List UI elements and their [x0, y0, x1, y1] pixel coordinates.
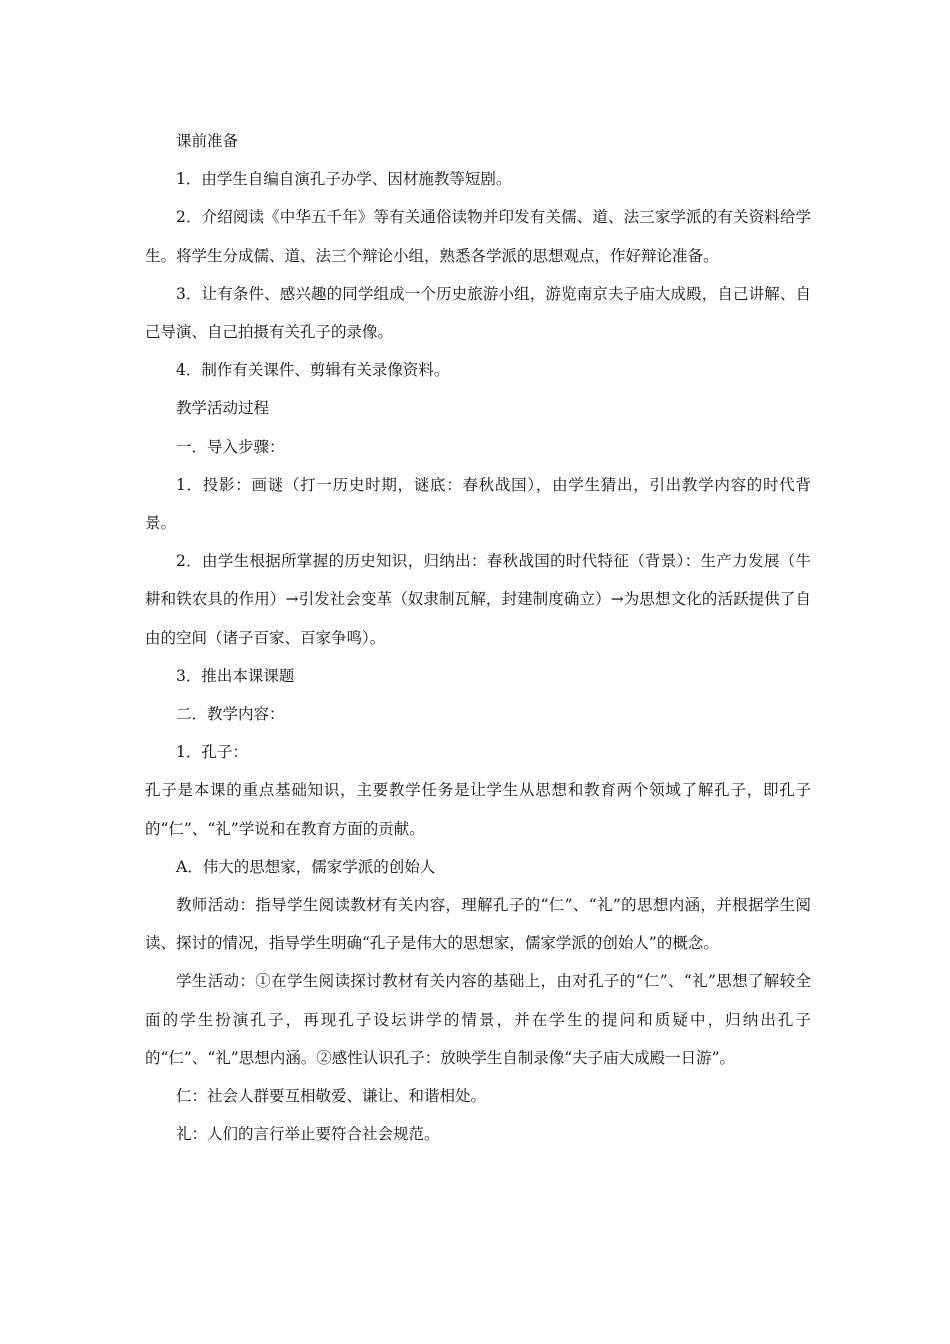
document-body	[145, 122, 811, 1153]
paragraph: 礼：人们的言行举止要符合社会规范。	[176, 1125, 440, 1144]
subsection-heading: 一．导入步骤：	[176, 437, 285, 456]
paragraph: 教师活动：指导学生阅读教材有关内容，理解孔子的“仁”、“礼”的思想内涵，并根据学生阅读、探讨的情况，指导学生明确“孔子是伟大的思想家，儒家学派的创始人”的概念。	[145, 896, 811, 953]
paragraph: 3．推出本课课题	[176, 666, 295, 685]
paragraph: 4．制作有关课件、剪辑有关录像资料。	[176, 361, 450, 380]
section-heading-process: 教学活动过程	[176, 399, 270, 418]
paragraph: 1．由学生自编自演孔子办学、因材施教等短剧。	[176, 170, 512, 189]
paragraph: A．伟大的思想家，儒家学派的创始人	[176, 857, 436, 876]
paragraph: 1．孔子：	[176, 743, 248, 762]
paragraph: 学生活动：①在学生阅读探讨教材有关内容的基础上，由对孔子的“仁”、“礼”思想了解较全面的学生扮演孔子，再现孔子设坛讲学的情景，并在学生的提问和质疑中，归纳出孔子的“仁”、“礼”思想内涵。②感性认识孔子：放映学生自制录像“夫子庙大成殿一日游”。	[145, 972, 811, 1067]
paragraph: 孔子是本课的重点基础知识，主要教学任务是让学生从思想和教育两个领域了解孔子，即孔子的“仁”、“礼”学说和在教育方面的贡献。	[145, 781, 811, 838]
paragraph: 1．投影：画谜（打一历史时期，谜底：春秋战国），由学生猜出，引出教学内容的时代背景。	[145, 475, 811, 533]
paragraph: 2．由学生根据所掌握的历史知识，归纳出：春秋战国的时代特征（背景）：生产力发展（牛耕和铁农具的作用）→引发社会变革（奴隶制瓦解，封建制度确立）→为思想文化的活跃提供了自由的空间（诸子百家、百家争鸣）。	[145, 552, 811, 647]
paragraph: 仁：社会人群要互相敬爱、谦让、和谐相处。	[176, 1087, 487, 1106]
paragraph: 3．让有条件、感兴趣的同学组成一个历史旅游小组，游览南京夫子庙大成殿，自己讲解、自己导演、自己拍摄有关孔子的录像。	[145, 284, 811, 342]
paragraph: 2．介绍阅读《中华五千年》等有关通俗读物并印发有关儒、道、法三家学派的有关资料给学生。将学生分成儒、道、法三个辩论小组，熟悉各学派的思想观点，作好辩论准备。	[145, 208, 811, 265]
subsection-heading: 二．教学内容：	[176, 705, 285, 724]
section-heading-preparation: 课前准备	[176, 132, 239, 150]
